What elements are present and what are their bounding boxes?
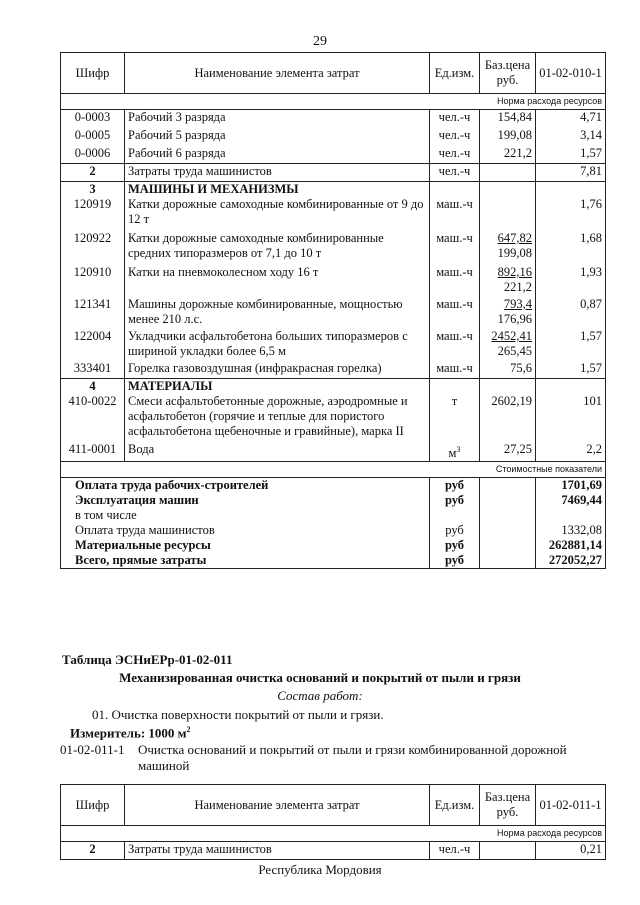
table-row [61,146,606,164]
summary-value: 1701,69 [536,477,606,493]
summary-unit: руб [430,538,480,553]
summary-row [61,538,606,553]
row-unit: маш.-ч [430,231,480,265]
row-unit [430,442,480,462]
row-norm: 7,81 [536,164,606,182]
row-price [480,197,536,231]
table-row [61,110,606,128]
section-code: 4 [61,378,125,394]
row-code: 411-0001 [61,442,125,462]
item-description [60,742,620,774]
row-norm: 1,57 [536,329,606,361]
summary-unit: руб [430,493,480,508]
row-name: Затраты труда машинистов [125,164,430,182]
summary-label: в том числе [61,508,430,523]
summary-value: 272052,27 [536,553,606,569]
summary-label: Эксплуатация машин [61,493,430,508]
row-code: 2 [61,842,125,860]
row-code: 121341 [61,297,125,329]
header-name: Наименование элемента затрат [125,785,430,826]
norm-subheader: Норма расхода ресурсов [61,826,606,842]
price-machine: 892,16 [497,265,532,279]
row-price: 221,2 [480,146,536,164]
row-norm: 3,14 [536,128,606,146]
section-row-machines [61,182,606,198]
price-machine: 793,4 [503,297,532,311]
row-norm: 1,57 [536,146,606,164]
table-row [61,329,606,361]
row-name: Рабочий 3 разряда [125,110,430,128]
row-unit: чел.-ч [430,146,480,164]
price-operator: 176,96 [497,312,532,326]
summary-unit: руб [430,523,480,538]
row-code: 120910 [61,265,125,297]
composition-label: Состав работ: [277,688,363,703]
row-name: Катки на пневмоколесном ходу 16 т [125,265,430,297]
row-name: Укладчики асфальтобетона больших типоразмеров с шириной укладки более 6,5 м [125,329,430,361]
summary-value: 1332,08 [536,523,606,538]
row-price: 75,6 [480,361,536,378]
item-code: 01-02-011-1 [60,742,125,757]
table-row [61,394,606,442]
resource-table-01-02-010-1 [60,52,606,569]
table-row [61,842,606,860]
price-operator: 265,45 [497,344,532,358]
unit-text: м [448,445,457,460]
row-name: Рабочий 5 разряда [125,128,430,146]
row-norm: 0,87 [536,297,606,329]
row-code: 120919 [61,197,125,231]
row-name: Машины дорожные комбинированные, мощностью менее 210 л.с. [125,297,430,329]
row-price [480,265,536,297]
row-unit: чел.-ч [430,842,480,860]
row-price [480,164,536,182]
row-code: 122004 [61,329,125,361]
work-step: 01. Очистка поверхности покрытий от пыли и грязи. [92,707,384,722]
table-row [61,265,606,297]
header-unit: Ед.изм. [430,53,480,94]
section-code: 3 [61,182,125,198]
measure-superscript: 2 [186,725,191,734]
page-number: 29 [313,34,327,49]
row-code: 0-0006 [61,146,125,164]
row-name: Затраты труда машинистов [125,842,430,860]
table-row [61,231,606,265]
summary-row [61,477,606,493]
row-unit: маш.-ч [430,329,480,361]
header-name: Наименование элемента затрат [125,53,430,94]
row-unit: маш.-ч [430,361,480,378]
row-name: Рабочий 6 разряда [125,146,430,164]
summary-row [61,508,606,523]
table-title: Таблица ЭСНиЕРр-01-02-011 [62,652,233,667]
row-unit: т [430,394,480,442]
section-heading: Механизированная очистка оснований и покрытий от пыли и грязи [119,670,521,685]
row-code: 410-0022 [61,394,125,442]
row-price: 199,08 [480,128,536,146]
summary-row [61,553,606,569]
row-price [480,231,536,265]
row-norm: 2,2 [536,442,606,462]
summary-value: 262881,14 [536,538,606,553]
table-row [61,442,606,462]
row-name: Смеси асфальтобетонные дорожные, аэродромные и асфальтобетон (горячие и теплые для пористого асфальтобетона щебеночные и гравийные), марка II [125,394,430,442]
row-name: Вода [125,442,430,462]
row-unit: чел.-ч [430,128,480,146]
summary-label: Оплата труда рабочих-строителей [61,477,430,493]
measure-unit [70,725,590,741]
row-price: 154,84 [480,110,536,128]
row-price [480,842,536,860]
row-price [480,329,536,361]
operators-row [61,164,606,182]
row-unit: маш.-ч [430,265,480,297]
section-title: МАШИНЫ И МЕХАНИЗМЫ [125,182,430,198]
summary-unit: руб [430,553,480,569]
section-row-materials [61,378,606,394]
price-machine: 2452,41 [491,329,532,343]
price-operator: 221,2 [503,280,532,294]
row-norm: 1,76 [536,197,606,231]
header-code: Шифр [61,785,125,826]
resource-table-01-02-011-1 [60,784,606,860]
row-name: Катки дорожные самоходные комбинированные средних типоразмеров от 7,1 до 10 т [125,231,430,265]
header-unit: Ед.изм. [430,785,480,826]
row-norm: 4,71 [536,110,606,128]
row-norm: 1,57 [536,361,606,378]
table-row [61,361,606,378]
cost-subheader: Стоимостные показатели [61,461,606,477]
header-norm: 01-02-010-1 [536,53,606,94]
row-norm: 0,21 [536,842,606,860]
summary-label: Материальные ресурсы [61,538,430,553]
row-code: 120922 [61,231,125,265]
summary-value: 7469,44 [536,493,606,508]
header-price: Баз.цена руб. [480,785,536,826]
item-text: Очистка оснований и покрытий от пыли и грязи комбинированной дорожной машиной [138,742,567,773]
summary-value [536,508,606,523]
summary-label: Оплата труда машинистов [61,523,430,538]
header-code: Шифр [61,53,125,94]
measure-text: Измеритель: 1000 м [70,725,187,741]
table-row [61,128,606,146]
header-price: Баз.цена руб. [480,53,536,94]
row-unit: маш.-ч [430,197,480,231]
price-operator: 199,08 [497,246,532,260]
table-header-row [61,53,606,94]
row-norm: 1,93 [536,265,606,297]
footer-region: Республика Мордовия [258,862,382,877]
row-code: 0-0003 [61,110,125,128]
row-code: 0-0005 [61,128,125,146]
norm-subheader: Норма расхода ресурсов [61,94,606,110]
summary-unit [430,508,480,523]
summary-unit: руб [430,477,480,493]
table-row [61,297,606,329]
row-code: 2 [61,164,125,182]
row-unit: чел.-ч [430,110,480,128]
row-price [480,297,536,329]
row-price: 27,25 [480,442,536,462]
summary-row [61,493,606,508]
price-machine: 647,82 [497,231,532,245]
table-header-row [61,785,606,826]
summary-label: Всего, прямые затраты [61,553,430,569]
section-title: МАТЕРИАЛЫ [125,378,430,394]
row-norm: 1,68 [536,231,606,265]
row-price: 2602,19 [480,394,536,442]
row-unit: чел.-ч [430,164,480,182]
row-norm: 101 [536,394,606,442]
summary-row [61,523,606,538]
table-row [61,197,606,231]
header-norm: 01-02-011-1 [536,785,606,826]
row-name: Катки дорожные самоходные комбинированные от 9 до 12 т [125,197,430,231]
row-unit: маш.-ч [430,297,480,329]
unit-superscript: 3 [456,444,461,454]
row-name: Горелка газовоздушная (инфракрасная горелка) [125,361,430,378]
row-code: 333401 [61,361,125,378]
